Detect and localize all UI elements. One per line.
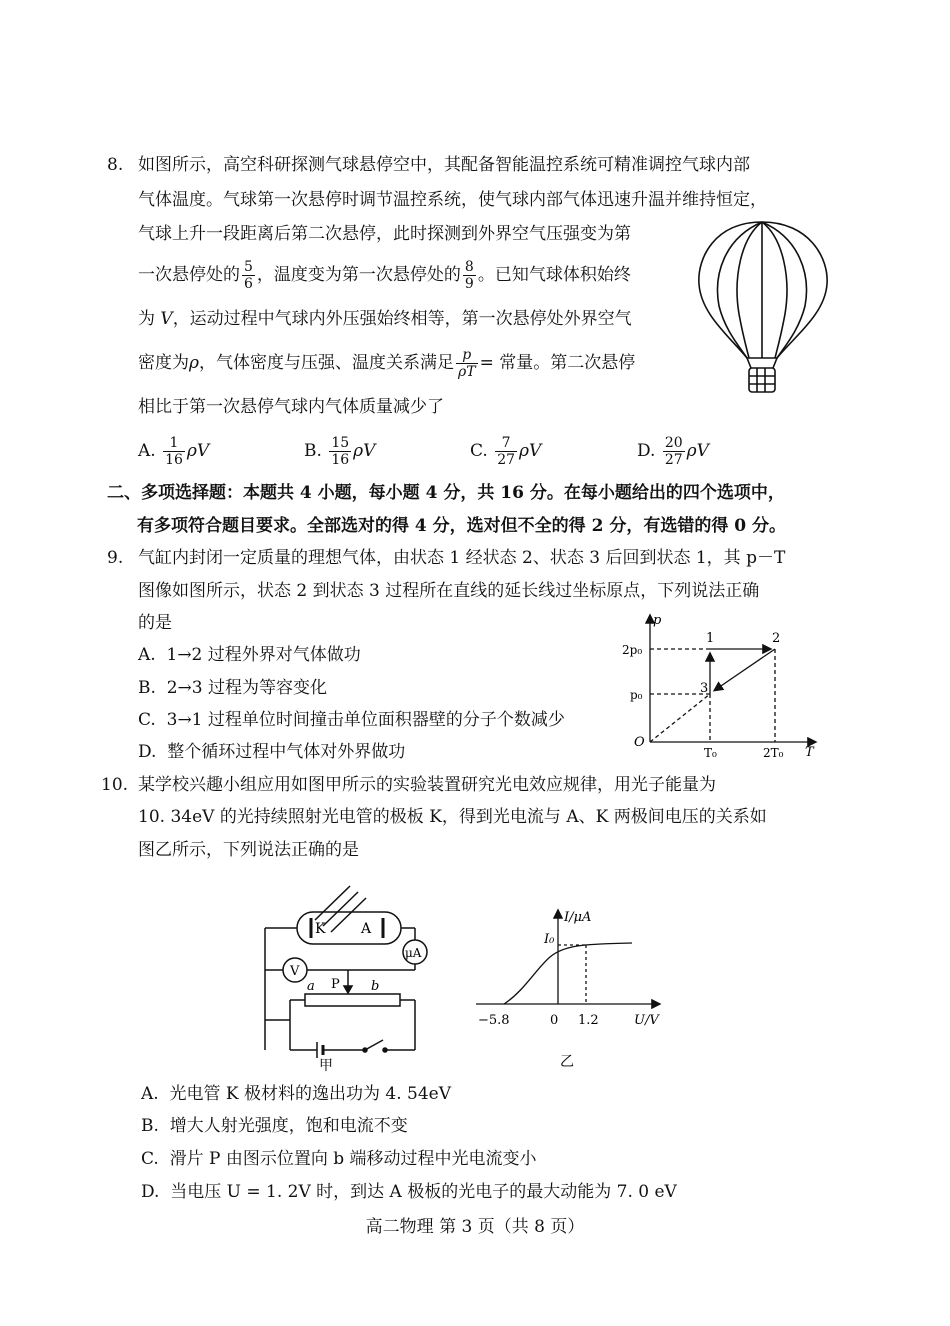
option-fraction xyxy=(495,435,517,468)
q10-line-2: 10. 34eV 的光持续照射光电管的极板 K，得到光电流与 A、K 两极间电压的关系如 xyxy=(138,807,767,827)
option-text: 1→2 过程外界对气体做功 xyxy=(166,645,361,665)
q9-option-c[interactable] xyxy=(138,708,565,732)
option-label: A. xyxy=(138,441,156,461)
option-fraction xyxy=(329,435,351,468)
anode-a-label: A xyxy=(361,921,372,937)
option-text: 光电管 K 极材料的逸出功为 4. 54eV xyxy=(169,1084,452,1104)
q10-line-1: 某学校兴趣小组应用如图甲所示的实验装置研究光电效应规律，用光子能量为 xyxy=(138,775,716,795)
figure-yi-caption: 乙 xyxy=(560,1054,574,1070)
frac-numerator: 15 xyxy=(331,435,350,451)
option-text: 增大人射光强度，饱和电流不变 xyxy=(169,1116,408,1136)
saturation-current-label: I₀ xyxy=(544,932,555,947)
frac-denominator: 27 xyxy=(497,452,516,468)
y-tick-2p0: 2p₀ xyxy=(622,643,643,657)
y-tick-p0: p₀ xyxy=(630,688,643,702)
q10-option-b[interactable] xyxy=(141,1114,408,1138)
q9-option-b[interactable] xyxy=(138,676,327,700)
frac-numerator: p xyxy=(456,347,478,364)
q8-line-4-text-c: 。已知气球体积始终 xyxy=(477,265,631,285)
frac-numerator: 5 xyxy=(244,259,253,275)
voltage-1-2-label: 1.2 xyxy=(578,1013,599,1028)
origin-label: O xyxy=(634,735,645,750)
q8-line-6-text-c: = 常量。第二次悬停 xyxy=(479,353,636,373)
option-label: D. xyxy=(141,1182,160,1202)
q8-line-2: 气体温度。气球第一次悬停时调节温控系统，使气球内部气体迅速升温并维持恒定， xyxy=(138,190,767,210)
section-2-header-line-2: 有多项符合题目要求。全部选对的得 4 分，选对但不全的得 2 分，有选错的得 0 分。 xyxy=(137,516,786,536)
option-text: 2→3 过程为等容变化 xyxy=(166,678,327,698)
q8-line-4-text-a: 一次悬停处的 xyxy=(138,265,240,285)
t-axis-label: T xyxy=(805,745,814,760)
option-text: 滑片 P 由图示位置向 b 端移动过程中光电流变小 xyxy=(169,1149,537,1169)
voltage-axis-label: U/V xyxy=(634,1013,659,1028)
option-suffix: ρV xyxy=(686,441,709,461)
q8-option-d[interactable] xyxy=(637,435,709,468)
option-label: A. xyxy=(141,1084,159,1104)
option-suffix: ρV xyxy=(353,441,376,461)
q9-number: 9. xyxy=(107,548,124,568)
q8-line-6-text-b: ，气体密度与压强、温度关系满足 xyxy=(199,353,454,373)
volume-symbol: V xyxy=(160,309,173,329)
frac-numerator: 20 xyxy=(664,435,683,451)
state-1-label: 1 xyxy=(706,631,715,646)
option-label: C. xyxy=(141,1149,159,1169)
q8-line-3: 气球上升一段距离后第二次悬停，此时探测到外界空气压强变为第 xyxy=(138,224,631,244)
figure-jia-caption: 甲 xyxy=(319,1058,333,1072)
q9-option-a[interactable] xyxy=(138,643,361,667)
q8-line-4-text-b: ，温度变为第一次悬停处的 xyxy=(256,265,461,285)
q10-line-3: 图乙所示，下列说法正确的是 xyxy=(138,840,359,860)
photoelectric-circuit-diagram xyxy=(255,872,440,1072)
option-text: 整个循环过程中气体对外界做功 xyxy=(167,742,406,762)
frac-denominator: 16 xyxy=(165,452,183,468)
q8-line-7: 相比于第一次悬停气球内气体质量减少了 xyxy=(138,397,444,417)
cathode-k-label: K xyxy=(315,921,326,937)
q10-number: 10. xyxy=(101,775,129,795)
q10-option-d[interactable] xyxy=(141,1180,677,1204)
q8-fraction-8-9 xyxy=(463,259,476,292)
page-footer: 高二物理 第 3 页（共 8 页） xyxy=(365,1217,585,1237)
frac-denominator: 16 xyxy=(331,452,350,468)
frac-denominator: ρT xyxy=(458,364,476,380)
q9-p-t-graph xyxy=(620,612,825,762)
frac-numerator: 7 xyxy=(495,435,517,452)
frac-numerator: 8 xyxy=(464,259,474,275)
q10-option-a[interactable] xyxy=(141,1082,451,1106)
q8-line-6-text-a: 密度为 xyxy=(138,353,189,373)
option-label: B. xyxy=(138,678,156,698)
end-a-label: a xyxy=(307,979,315,994)
option-suffix: ρV xyxy=(186,441,210,461)
q8-option-c[interactable] xyxy=(470,435,541,468)
hot-air-balloon-illustration xyxy=(695,218,830,398)
frac-denominator: 27 xyxy=(664,452,683,468)
x-tick-2t0: 2T₀ xyxy=(763,746,784,760)
voltmeter-label: V xyxy=(290,964,300,979)
current-axis-label: I/μA xyxy=(564,910,592,925)
q9-option-d[interactable] xyxy=(138,740,405,764)
state-3-label: 3 xyxy=(700,681,709,696)
option-label: B. xyxy=(304,441,322,461)
option-label: D. xyxy=(637,441,656,461)
photocurrent-voltage-graph xyxy=(474,905,674,1075)
q8-line-5-text-b: ，运动过程中气球内外压强始终相等，第一次悬停处外界空气 xyxy=(172,309,632,329)
zero-label: 0 xyxy=(550,1013,559,1028)
option-label: A. xyxy=(138,645,156,665)
option-label: D. xyxy=(138,742,157,762)
q8-line-4 xyxy=(138,259,631,292)
slider-p-label: P xyxy=(331,977,340,992)
option-text: 3→1 过程单位时间撞击单位面积器壁的分子个数减少 xyxy=(166,710,565,730)
x-tick-t0: T₀ xyxy=(704,746,717,760)
option-label: C. xyxy=(138,710,156,730)
q10-option-c[interactable] xyxy=(141,1147,537,1171)
q8-line-6 xyxy=(138,347,635,380)
frac-denominator: 6 xyxy=(244,276,253,292)
option-suffix: ρV xyxy=(519,441,542,461)
microammeter-label: μA xyxy=(405,946,422,960)
section-2-header-line-1: 二、多项选择题：本题共 4 小题，每小题 4 分，共 16 分。在每小题给出的四个选项中， xyxy=(107,483,785,503)
q8-fraction-5-6 xyxy=(242,259,255,292)
frac-numerator: 1 xyxy=(163,435,185,452)
p-axis-label: p xyxy=(653,613,662,628)
q8-line-5 xyxy=(138,307,632,331)
option-fraction xyxy=(663,435,685,468)
q9-line-1: 气缸内封闭一定质量的理想气体，由状态 1 经状态 2、状态 3 后回到状态 1，其 p－T xyxy=(138,548,786,568)
density-symbol: ρ xyxy=(189,353,199,373)
stopping-voltage-label: −5.8 xyxy=(478,1013,510,1028)
frac-denominator: 9 xyxy=(464,276,474,292)
option-fraction xyxy=(163,435,185,468)
end-b-label: b xyxy=(371,979,380,994)
q8-option-b[interactable] xyxy=(304,435,375,468)
option-label: B. xyxy=(141,1116,159,1136)
q8-line-1: 如图所示，高空科研探测气球悬停空中，其配备智能温控系统可精准调控气球内部 xyxy=(138,155,750,175)
q9-line-3: 的是 xyxy=(138,613,172,633)
q9-line-2: 图像如图所示，状态 2 到状态 3 过程所在直线的延长线过坐标原点，下列说法正确 xyxy=(138,581,760,601)
state-2-label: 2 xyxy=(772,631,781,646)
q8-number: 8. xyxy=(107,155,124,175)
q8-line-5-text-a: 为 xyxy=(138,309,155,329)
q8-option-a[interactable] xyxy=(138,435,209,468)
option-label: C. xyxy=(470,441,488,461)
option-text: 当电压 U = 1. 2V 时，到达 A 极板的光电子的最大动能为 7. 0 eV xyxy=(170,1182,677,1202)
q8-fraction-p-rhoT xyxy=(456,347,478,380)
